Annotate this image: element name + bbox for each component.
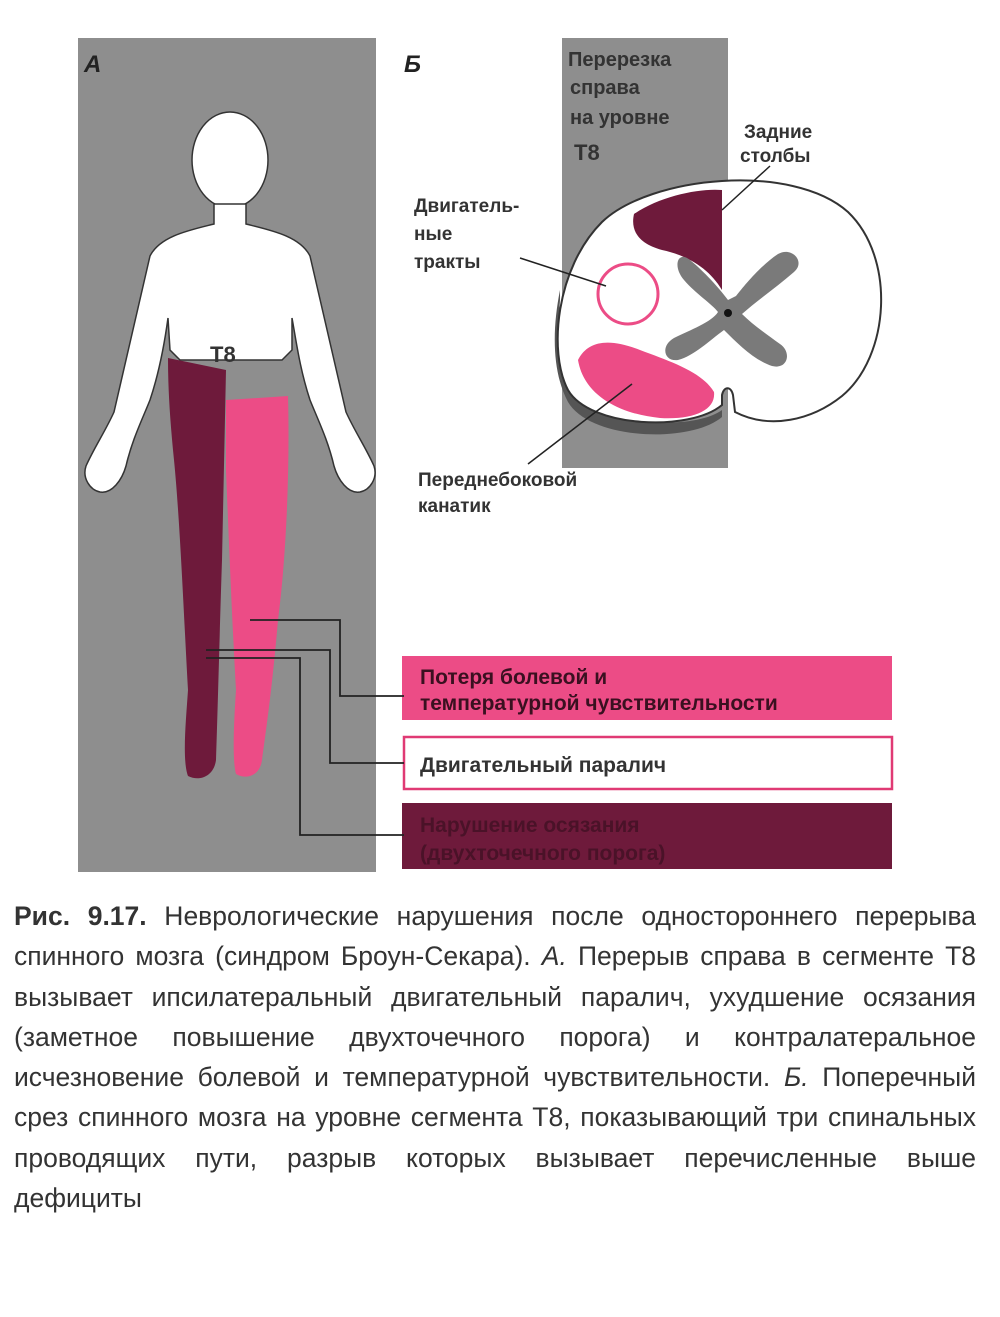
posterior-columns-label-line-2: столбы <box>740 146 811 167</box>
caption-part: Перерыв справа в сегменте Т8 вызывает ипсилатеральный двигательный паралич, ухудшение осязания (заметное повышение двухточечного порога) и контралатеральное исчезновение болевой и температурной чувствительности. <box>14 941 977 1093</box>
panel-a-letter: А <box>84 51 102 78</box>
legend-touch-line-2: (двухточечного порога) <box>420 842 666 865</box>
cut-label-line-1: Перерезка <box>568 49 672 71</box>
panel-b-letter: Б <box>404 51 421 78</box>
panel-b <box>404 38 881 517</box>
posterior-columns-label-line-1: Задние <box>744 122 813 143</box>
anterolateral-label-line-1: Переднебоковой <box>418 470 578 491</box>
figure-caption <box>14 896 976 1218</box>
anterolateral-label <box>418 470 582 517</box>
cut-label-line-2: справа <box>570 77 640 99</box>
posterior-columns-label <box>740 122 818 167</box>
cut-label-line-3: на уровне <box>570 107 670 129</box>
cut-label-line-4: Т8 <box>574 140 600 165</box>
caption-figure-number: Рис. 9.17. <box>14 901 147 931</box>
panel-a <box>78 38 376 872</box>
motor-tracts-label <box>414 196 525 273</box>
motor-tracts-label-line-2: ные <box>414 224 453 245</box>
central-canal <box>724 309 732 317</box>
motor-tracts-label-line-3: тракты <box>414 252 481 273</box>
legend-touch-line-1: Нарушение осязания <box>420 814 640 837</box>
caption-panel-b-ref: Б. <box>783 1062 809 1093</box>
level-label-t8: Т8 <box>210 342 236 367</box>
head <box>192 112 268 208</box>
motor-tracts-label-line-1: Двигатель- <box>414 196 520 217</box>
caption-part: Неврологические нарушения после одностороннего перерыва спинного мозга (синдром Броун-Секара). <box>14 901 976 972</box>
legend-motor-text: Двигательный паралич <box>420 754 667 777</box>
legend-pain-temp-line-2: температурной чувствительности <box>420 692 778 715</box>
caption-part: Поперечный срез спинного мозга на уровне сегмента Т8, показывающий три спинальных проводящих пути, разрыв которых вызывает перечисленные выше дефициты <box>14 1062 976 1214</box>
legend-pain-temp-line-1: Потеря болевой и <box>420 666 608 689</box>
caption-panel-a-ref: А. <box>541 941 567 972</box>
anterolateral-label-line-2: канатик <box>418 496 491 517</box>
